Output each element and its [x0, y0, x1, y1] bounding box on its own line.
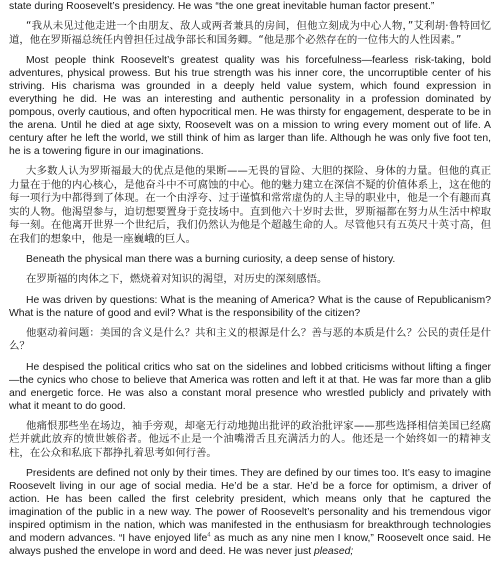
paragraph-en-6 — [9, 467, 491, 558]
paragraph-en-4: He was driven by questions: What is the meaning of America? What is the cause of Republicanism? What is the nature of good and evil? What is the responsibility of the citizen? — [9, 294, 491, 319]
paragraph-en-6-part1: Presidents are defined not only by their times. They are defined by our times too. It’s easy to imagine Roosevelt living in our age of social media. He’d be a star. He’d be a force for optimism, a driver of action. He has been called the first celebrity president, which means only that he captured the imagination of the public in a new way. The power of Roosevelt’s personality and his tremendous vigor inspired optimism in the nation, which was manifested in the enthusiasm for breakthrough technologies and modern advances. “I have enjoyed life — [9, 468, 491, 544]
paragraph-en-6-part2: as much as any nine men I know,” Roosevelt once said. He always pushed the envelope in word and deed. He was never just — [9, 533, 491, 557]
paragraph-zh-4: 他驱动着问题：美国的含义是什么？共和主义的根源是什么？善与恶的本质是什么？公民的责任是什么？ — [9, 326, 491, 352]
paragraph-en-3: Beneath the physical man there was a burning curiosity, a deep sense of history. — [26, 254, 396, 265]
paragraph-en-2: Most people think Roosevelt’s greatest quality was his forcefulness—fearless risk-taking, bold adventures, physical prowess. But his true strength was his inner core, the uncorruptible center of his striving. His charisma was grounded in a deeply held value system, which found expression in everything he did. He was an interesting and authentic personality in a profession dominated by pompous, overly cautious, and often hypocritical men. He was thirsty for engagement, desperate to be in the arena. Until he died at age sixty, Roosevelt was on a mission to wring every moment out of life. A century after he left the world, we still think of him as larger than life. Although he was only five foot ten, he is a towering figure in our imaginations. — [9, 55, 491, 157]
paragraph-en-5: He despised the political critics who sat on the sidelines and lobbed criticisms without lifting a finger—the cynics who chose to believe that America was rotten and left it at that. He was far more than a glib and energetic force. He was also a constant moral presence who wrestled publicly and privately with what it meant to do good. — [9, 361, 491, 412]
paragraph-zh-3: 在罗斯福的肉体之下，燃烧着对知识的渴望，对历史的深刻感悟。 — [26, 273, 328, 285]
italic-word: pleased; — [313, 546, 354, 557]
paragraph-zh-2: 大多数人认为罗斯福最大的优点是他的果断——无畏的冒险、大胆的探险、身体的力量。但他的真正力量在于他的内心核心，是他奋斗中不可腐蚀的中心。他的魅力建立在深信不疑的价值体系上，这在他的每一项行为中都得到了体现。在一个由浮夸、过于谨慎和常常虚伪的人主导的职业中，他是一个有趣而真实的人物。他渴望参与，迫切想要置身于竞技场中。直到他六十岁时去世，罗斯福都在努力从生活中榨取每一刻。在他离开世界一个世纪后，我们仍然认为他是个超越生命的人。尽管他只有五英尺十英寸高，但在我们的想象中，他是一座巍峨的巨人。 — [9, 165, 491, 245]
footnote-marker[interactable]: 4 — [207, 532, 211, 539]
paragraph-zh-1: “我从未见过他走进一个由朋友、敌人或两者兼具的房间，但他立刻成为中心人物，”艾利胡·鲁特回忆道，他在罗斯福总统任内曾担任过战争部长和国务卿。“他是那个必然存在的一位伟大的人性因素。” — [9, 20, 491, 46]
paragraph-zh-5: 他痛恨那些坐在场边，袖手旁观，却毫无行动地抛出批评的政治批评家——那些选择相信美国已经腐烂并就此放弃的愤世嫉俗者。他远不止是一个油嘴滑舌且充满活力的人。他还是一个始终如一的精神支柱，在公众和私底下都挣扎着思考如何行善。 — [9, 419, 491, 459]
paragraph-en-1: state during Roosevelt’s presidency. He was “the one great inevitable human factor present.” — [9, 1, 435, 12]
